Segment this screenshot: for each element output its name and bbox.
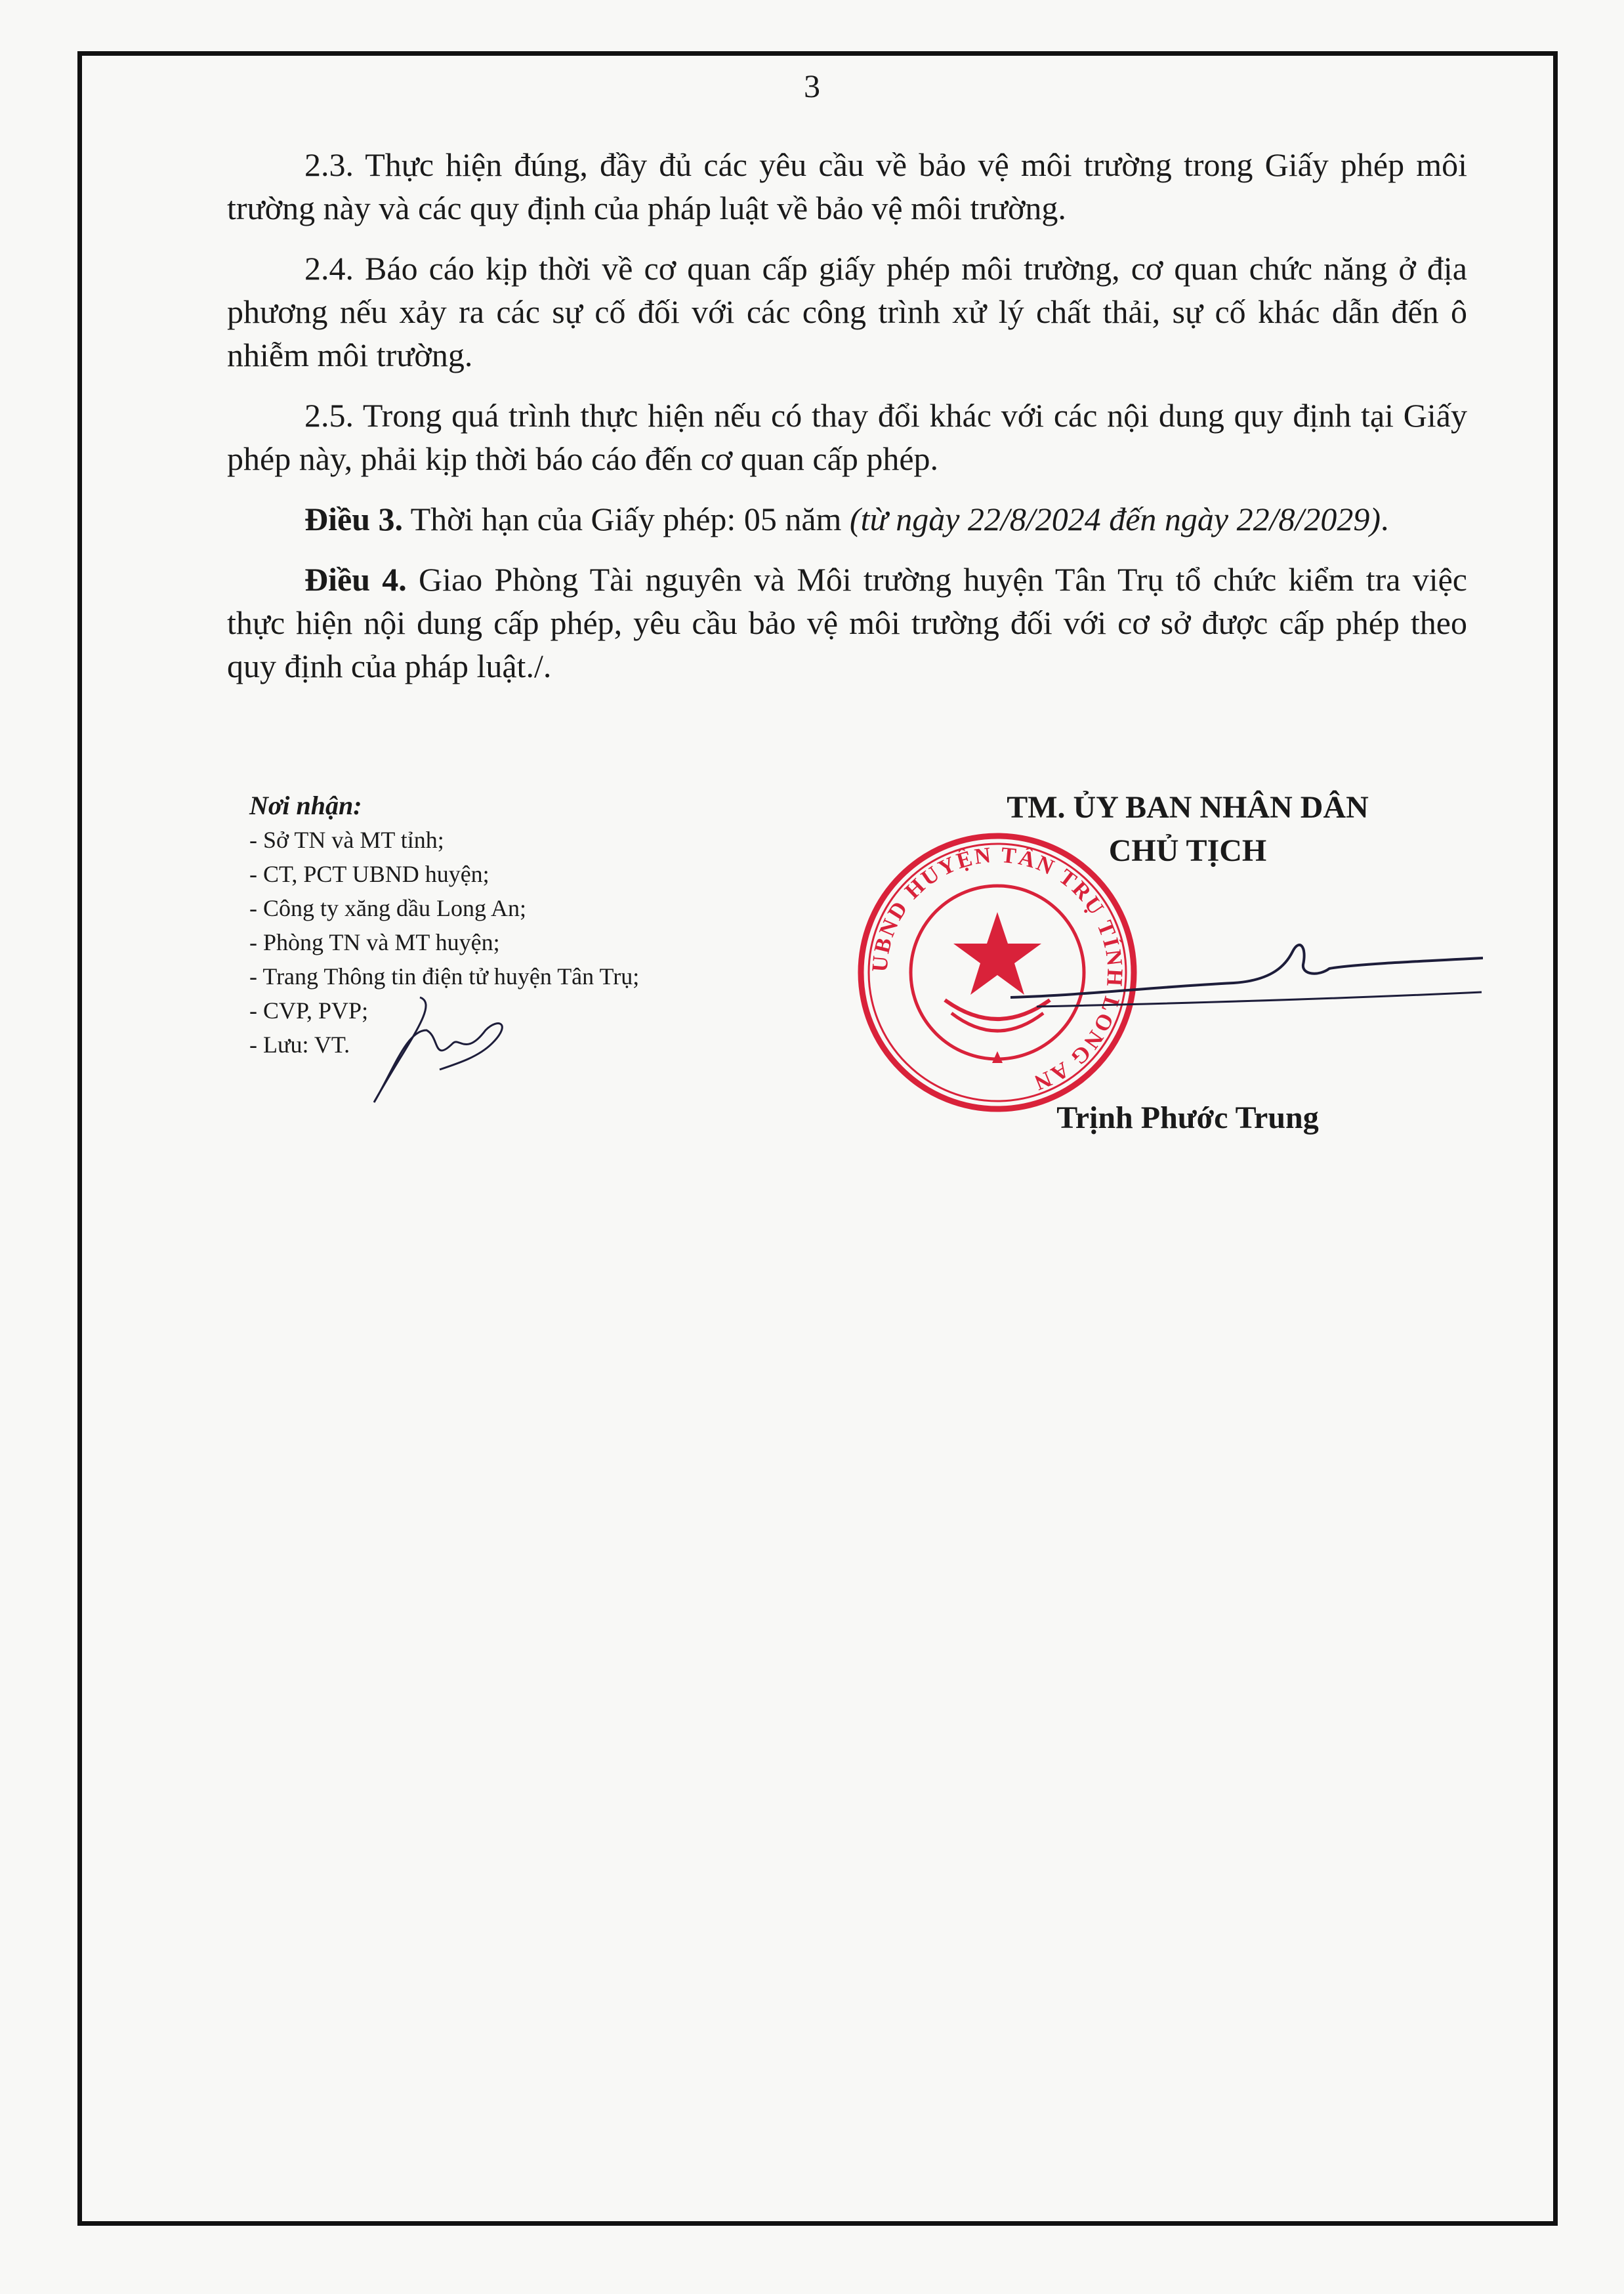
paragraph-2-5: 2.5. Trong quá trình thực hiện nếu có thay đổi khác với các nội dung quy định tại Giấy phép này, phải kịp thời báo cáo đến cơ quan cấp phép. [227,397,1467,477]
initials-signature [361,991,518,1109]
recipient-item: - Trang Thông tin điện tử huyện Tân Trụ; [249,963,640,990]
signer-name: Trịnh Phước Trung [1056,1100,1319,1135]
paragraph-2-4: 2.4. Báo cáo kịp thời về cơ quan cấp giấy phép môi trường, cơ quan chức năng ở địa phương nếu xảy ra các sự cố đối với các công trình xử lý chất thải, sự cố khác dẫn đến ô nhiễm môi trường. [227,250,1467,373]
article-4-text: Giao Phòng Tài nguyên và Môi trường huyện Tân Trụ tổ chức kiểm tra việc thực hiện nội dung cấp phép, yêu cầu bảo vệ môi trường đối với cơ sở được cấp phép theo quy định của pháp luật./. [227,561,1468,684]
article-3-label: Điều 3. [304,501,403,537]
recipient-item: - Lưu: VT. [249,1032,350,1058]
recipient-item: - Phòng TN và MT huyện; [249,929,500,955]
recipient-item: - Công ty xăng dầu Long An; [249,895,526,921]
signature-position: CHỦ TỊCH [1108,833,1267,868]
document-body [227,143,1467,705]
article-3-end: . [1381,501,1389,537]
seal-text: UBND HUYỆN TÂN TRỤ TỈNH LONG AN [867,843,1127,1096]
article-4 [227,558,1467,688]
recipient-item: - CVP, PVP; [249,997,369,1024]
paragraph-2-3: 2.3. Thực hiện đúng, đầy đủ các yêu cầu về bảo vệ môi trường trong Giấy phép môi trường này và các quy định của pháp luật về bảo vệ môi trường. [227,146,1467,226]
recipient-item: - Sở TN và MT tỉnh; [249,827,444,853]
page-number: 3 [804,68,820,104]
article-3-text: Thời hạn của Giấy phép: 05 năm [403,501,850,537]
recipient-item: - CT, PCT UBND huyện; [249,861,489,887]
recipients-heading: Nơi nhận: [249,791,362,820]
article-3-dates: (từ ngày 22/8/2024 đến ngày 22/8/2029) [849,501,1381,537]
article-3 [227,497,1467,541]
chairman-signature [1010,938,1483,1017]
article-4-label: Điều 4. [304,561,407,598]
signature-title [892,786,1483,873]
signature-org: TM. ỦY BAN NHÂN DÂN [1007,790,1369,825]
